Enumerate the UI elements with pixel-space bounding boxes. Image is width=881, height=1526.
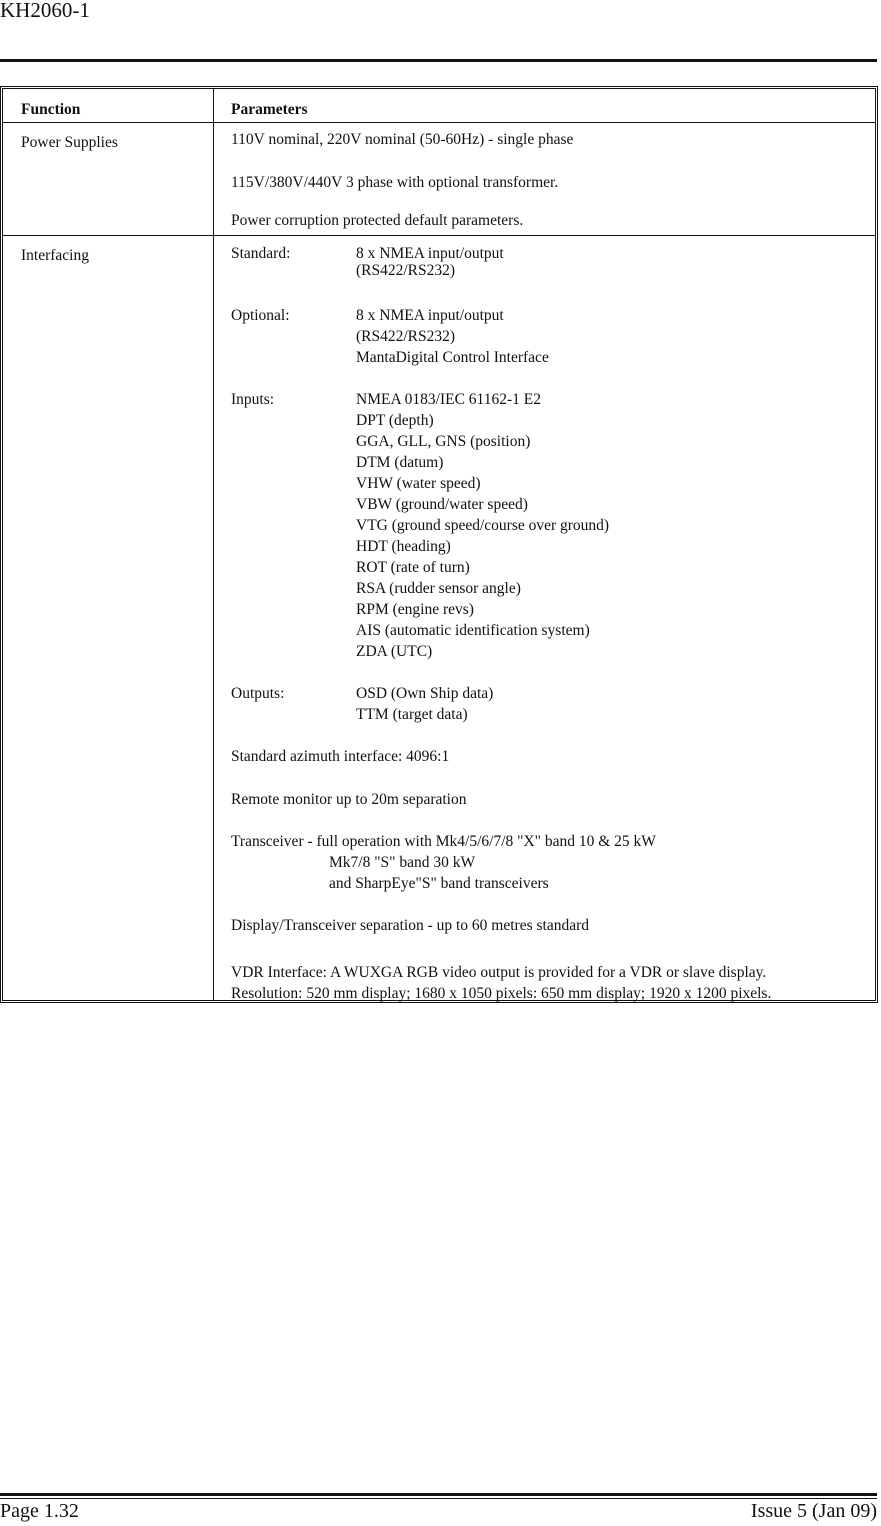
input-item: VTG (ground speed/course over ground) — [356, 517, 610, 534]
output-item: OSD (Own Ship data) — [356, 685, 494, 702]
header-row-divider — [3, 122, 875, 123]
footer-rule — [0, 1493, 877, 1496]
input-item: RPM (engine revs) — [356, 601, 474, 618]
page-number: Page 1.32 — [0, 1500, 79, 1522]
function-interfacing: Interfacing — [21, 247, 89, 264]
column-divider — [213, 89, 214, 1000]
power-line-3: Power corruption protected default parameters. — [231, 212, 524, 229]
transceiver-separation: Display/Transceiver separation - up to 60 metres standard — [231, 917, 589, 934]
footer-rule-thin — [0, 1498, 877, 1499]
input-item: ZDA (UTC) — [356, 643, 433, 660]
document-id: KH2060-1 — [0, 0, 90, 22]
transceiver-line-3: and SharpEye"S" band transceivers — [329, 875, 549, 892]
outputs-label: Outputs: — [231, 685, 285, 702]
input-item: ROT (rate of turn) — [356, 559, 470, 576]
vdr-line-1: VDR Interface: A WUXGA RGB video output is provided for a VDR or slave display. — [231, 964, 767, 981]
input-item: HDT (heading) — [356, 538, 451, 555]
optional-value-2: (RS422/RS232) — [356, 328, 456, 345]
standard-value-1: 8 x NMEA input/output — [356, 245, 504, 262]
input-item: GGA, GLL, GNS (position) — [356, 433, 531, 450]
row-divider — [3, 235, 875, 236]
input-item: DPT (depth) — [356, 412, 434, 429]
column-header-parameters: Parameters — [231, 101, 308, 118]
vdr-line-2: Resolution: 520 mm display; 1680 x 1050 pixels: 650 mm display; 1920 x 1200 pixels. — [231, 985, 772, 1002]
standard-label: Standard: — [231, 245, 291, 262]
input-item: VBW (ground/water speed) — [356, 496, 528, 513]
optional-value-3: MantaDigital Control Interface — [356, 349, 549, 366]
specification-table — [0, 86, 878, 1003]
input-item: DTM (datum) — [356, 454, 444, 471]
function-power-supplies: Power Supplies — [21, 134, 118, 151]
input-item: AIS (automatic identification system) — [356, 622, 590, 639]
transceiver-line-2: Mk7/8 "S" band 30 kW — [329, 854, 476, 871]
input-item: NMEA 0183/IEC 61162-1 E2 — [356, 391, 541, 408]
issue-label: Issue 5 (Jan 09) — [750, 1500, 877, 1522]
input-item: RSA (rudder sensor angle) — [356, 580, 521, 597]
standard-value-2: (RS422/RS232) — [356, 262, 456, 279]
output-item: TTM (target data) — [356, 706, 468, 723]
header-rule — [0, 59, 877, 62]
column-header-function: Function — [21, 101, 81, 118]
power-line-1: 110V nominal, 220V nominal (50-60Hz) - single phase — [231, 131, 574, 148]
azimuth-interface: Standard azimuth interface: 4096:1 — [231, 748, 450, 765]
power-line-2: 115V/380V/440V 3 phase with optional transformer. — [231, 174, 559, 191]
optional-value-1: 8 x NMEA input/output — [356, 307, 504, 324]
optional-label: Optional: — [231, 307, 290, 324]
transceiver-line-1: Transceiver - full operation with Mk4/5/6/7/8 "X" band 10 & 25 kW — [231, 833, 656, 850]
input-item: VHW (water speed) — [356, 475, 481, 492]
inputs-label: Inputs: — [231, 391, 275, 408]
remote-monitor: Remote monitor up to 20m separation — [231, 791, 467, 808]
